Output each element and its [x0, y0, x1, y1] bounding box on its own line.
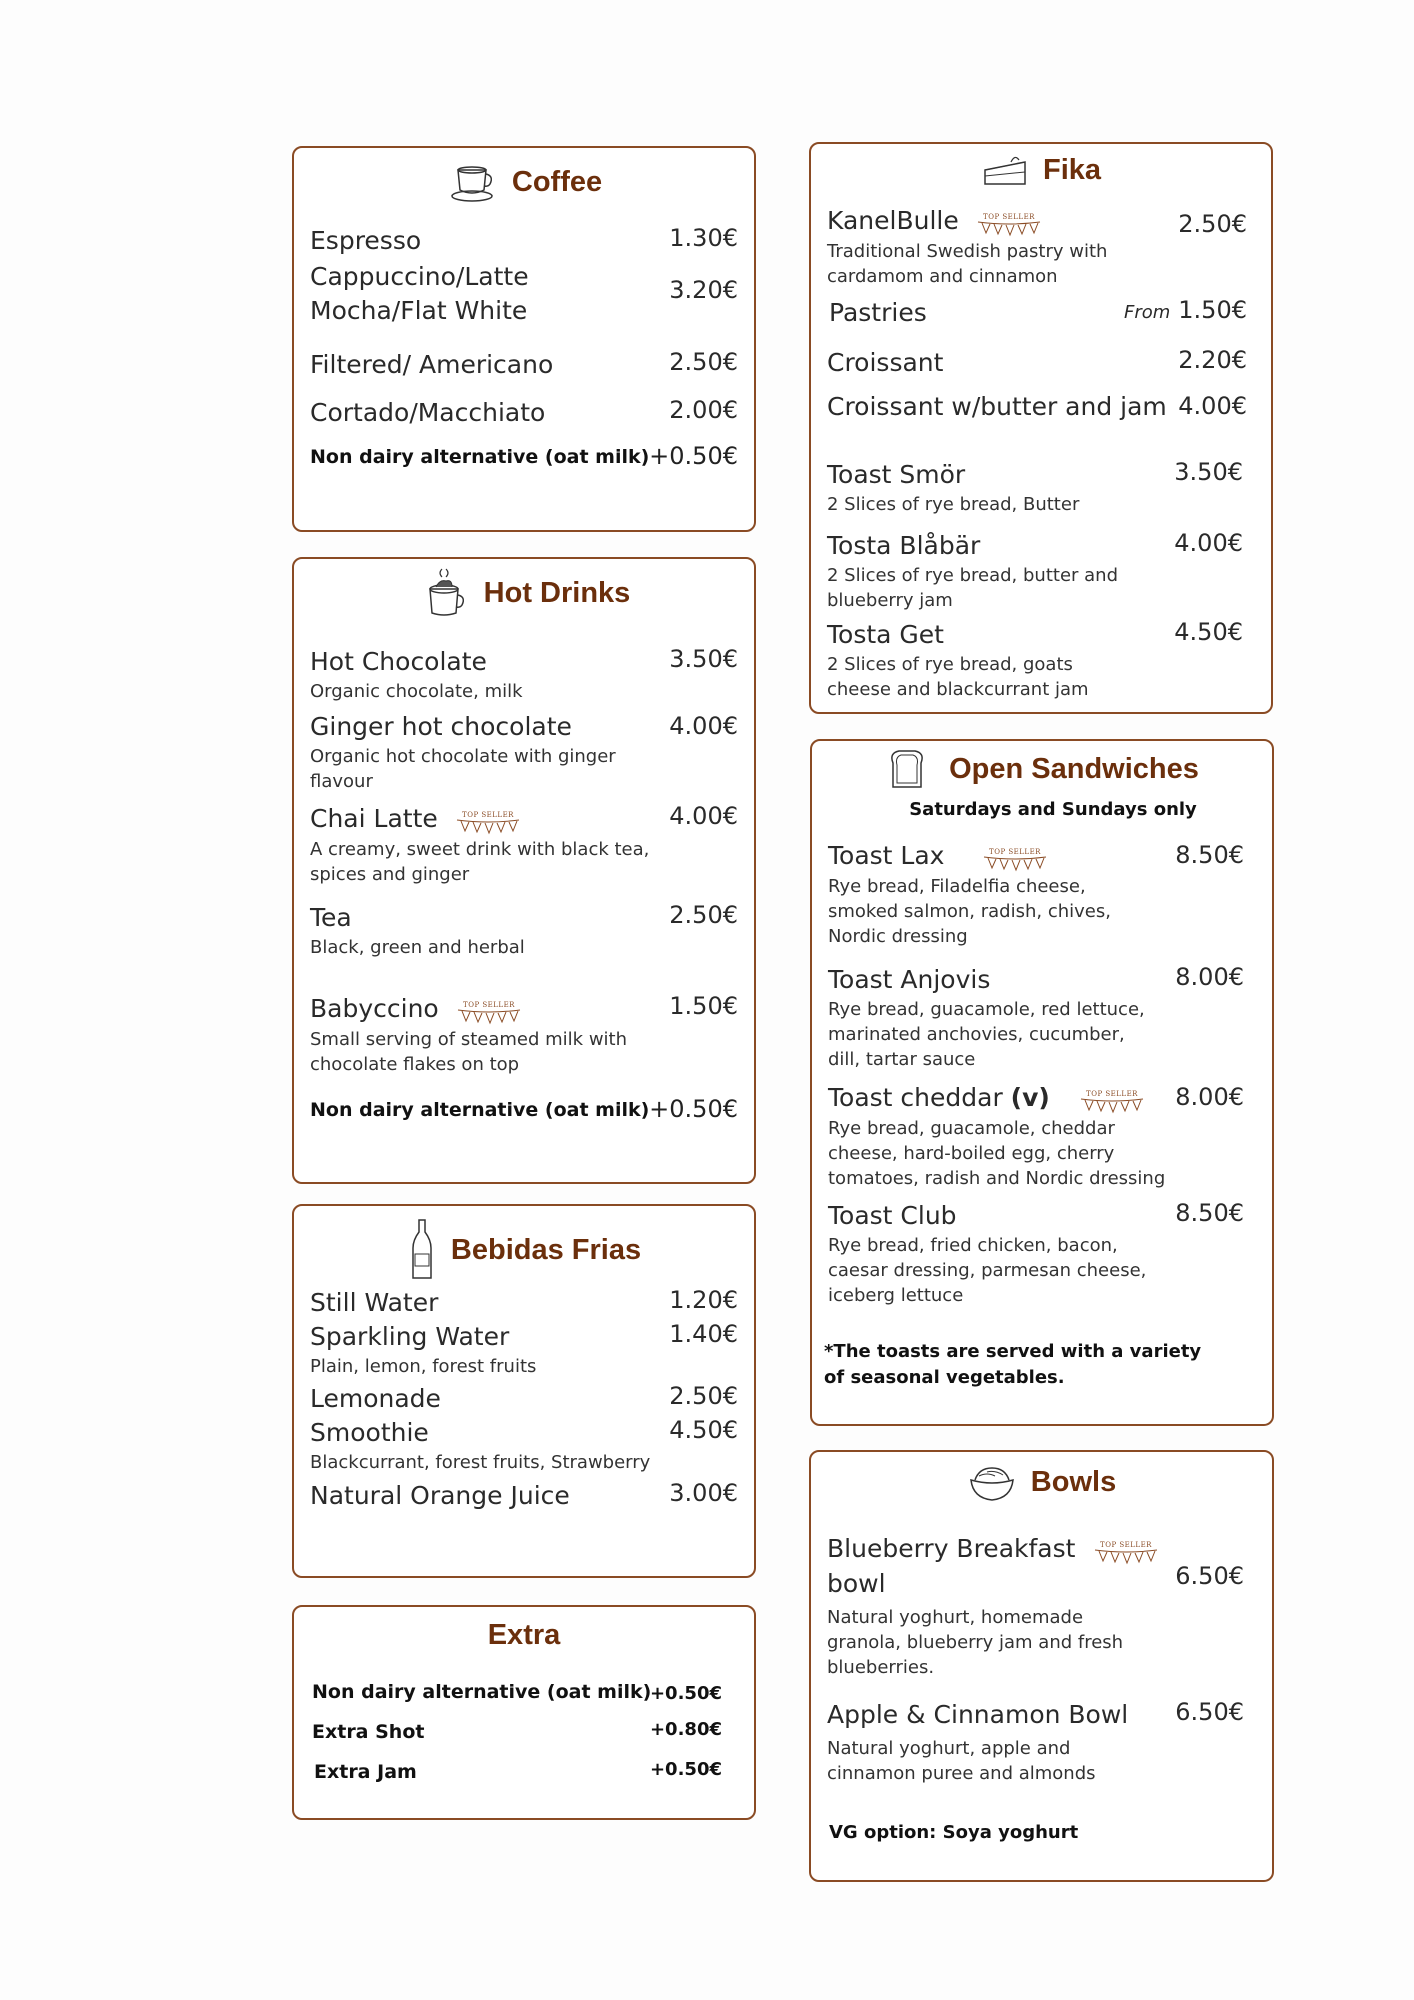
top-seller-badge — [974, 211, 1044, 239]
bottle-icon — [407, 1218, 437, 1282]
menu-item-croissant-butter-jam: Croissant w/butter and jam 4.00€ — [827, 392, 1247, 421]
cake-slice-icon — [981, 150, 1029, 190]
menu-item-extra-shot: Extra Shot +0.80€ — [312, 1719, 722, 1743]
menu-item-apple-cinnamon-bowl: Apple & Cinnamon Bowl Natural yoghurt, apple and cinnamon puree and almonds 6.50€ — [827, 1698, 1244, 1784]
extra-header — [294, 1619, 754, 1652]
top-seller-badge — [454, 999, 524, 1027]
coffee-header — [294, 156, 754, 208]
bread-slice-icon — [885, 747, 929, 791]
fika-title: Fika — [1042, 153, 1102, 186]
menu-item-lemonade: Lemonade 2.50€ — [310, 1382, 738, 1413]
hot-drinks-section — [292, 557, 756, 1184]
menu-item-tosta-get: Tosta Get 2 Slices of rye bread, goats cheese and blackcurrant jam 4.50€ — [827, 618, 1243, 700]
open-sandwiches-section — [810, 739, 1274, 1426]
bowls-section — [809, 1450, 1274, 1882]
menu-item-pastries: Pastries From 1.50€ — [829, 296, 1247, 327]
bowls-header — [811, 1460, 1272, 1504]
menu-item-toast-cheddar: Toast cheddar (v) Rye bread, guacamole, cheddar cheese, hard-boiled egg, cherry tomatoes, radish and Nordic dressing 8.00€ — [828, 1083, 1244, 1189]
menu-item-chai-latte: Chai Latte A creamy, sweet drink with black tea, spices and ginger 4.00€ — [310, 802, 738, 885]
cold-drinks-section — [292, 1204, 756, 1578]
menu-item-oat-milk: Non dairy alternative (oat milk) +0.50€ — [310, 1095, 738, 1123]
menu-item-americano: Filtered/ Americano 2.50€ — [310, 348, 738, 379]
hot-chocolate-mug-icon — [418, 567, 470, 619]
cold-drinks-header — [294, 1218, 754, 1282]
toasts-note: *The toasts are served with a variety of seasonal vegetables. — [824, 1341, 1202, 1388]
menu-item-oat-milk: Non dairy alternative (oat milk) +0.50€ — [310, 442, 738, 470]
coffee-title: Coffee — [511, 165, 603, 198]
hot-drinks-title: Hot Drinks — [483, 576, 631, 609]
fika-section — [809, 142, 1273, 714]
cold-drinks-title: Bebidas Frias — [450, 1233, 642, 1266]
menu-item-babyccino: Babyccino Small serving of steamed milk with chocolate flakes on top 1.50€ — [310, 992, 738, 1075]
menu-item-sparkling-water: Sparkling Water Plain, lemon, forest fruits 1.40€ — [310, 1320, 738, 1377]
top-seller-badge — [1091, 1539, 1161, 1567]
menu-item-cortado: Cortado/Macchiato 2.00€ — [310, 396, 738, 427]
menu-item-blueberry-bowl: Blueberry Breakfast bowl Natural yoghurt, homemade granola, blueberry jam and fresh blueberries. 6.50€ — [827, 1534, 1244, 1678]
extra-section — [292, 1605, 756, 1820]
menu-item-kanelbulle: KanelBulle Traditional Swedish pastry with cardamom and cinnamon 2.50€ — [827, 206, 1247, 287]
open-sandwiches-title: Open Sandwiches — [949, 752, 1199, 785]
menu-item-ginger-hot-chocolate: Ginger hot chocolate Organic hot chocolate with ginger flavour 4.00€ — [310, 712, 738, 792]
menu-item-toast-club: Toast Club Rye bread, fried chicken, bacon, caesar dressing, parmesan cheese, iceberg lettuce 8.50€ — [828, 1199, 1244, 1306]
menu-item-extra-jam: Extra Jam +0.50€ — [314, 1759, 722, 1783]
menu-item-toast-smor: Toast Smör 2 Slices of rye bread, Butter 3.50€ — [827, 458, 1243, 515]
menu-item-smoothie: Smoothie Blackcurrant, forest fruits, Strawberry 4.50€ — [310, 1416, 738, 1473]
from-label: From — [1123, 302, 1171, 323]
menu-item-still-water: Still Water 1.20€ — [310, 1286, 738, 1317]
menu-item-tea: Tea Black, green and herbal 2.50€ — [310, 901, 738, 958]
bowls-title: Bowls — [1030, 1465, 1117, 1498]
menu-item-hot-chocolate: Hot Chocolate Organic chocolate, milk 3.50€ — [310, 645, 738, 702]
menu-item-toast-lax: Toast Lax Rye bread, Filadelfia cheese, smoked salmon, radish, chives, Nordic dressing 8.50€ — [828, 841, 1244, 947]
menu-item-oat-milk: Non dairy alternative (oat milk) +0.50€ — [312, 1681, 722, 1704]
extra-title: Extra — [487, 1619, 561, 1651]
bowl-icon — [967, 1460, 1017, 1504]
top-seller-badge — [1077, 1088, 1147, 1116]
coffee-cup-icon — [446, 156, 498, 208]
sandwiches-subtitle: Saturdays and Sundays only — [909, 799, 1197, 820]
fika-header — [811, 150, 1271, 190]
hot-drinks-header — [294, 567, 754, 619]
menu-item-cappuccino: Cappuccino/Latte Mocha/Flat White 3.20€ — [310, 262, 738, 325]
vg-option-note: VG option: Soya yoghurt — [829, 1822, 1079, 1843]
top-seller-badge — [980, 846, 1050, 874]
menu-item-toast-anjovis: Toast Anjovis Rye bread, guacamole, red lettuce, marinated anchovies, cucumber, dill, tartar sauce 8.00€ — [828, 963, 1244, 1070]
open-sandwiches-header — [812, 747, 1272, 791]
top-seller-badge — [453, 809, 523, 837]
menu-item-croissant: Croissant 2.20€ — [827, 346, 1247, 377]
menu-item-orange-juice: Natural Orange Juice 3.00€ — [310, 1479, 738, 1510]
menu-item-espresso: Espresso 1.30€ — [310, 224, 738, 255]
menu-item-tosta-blabar: Tosta Blåbär 2 Slices of rye bread, butter and blueberry jam 4.00€ — [827, 529, 1243, 611]
coffee-section — [292, 146, 756, 532]
